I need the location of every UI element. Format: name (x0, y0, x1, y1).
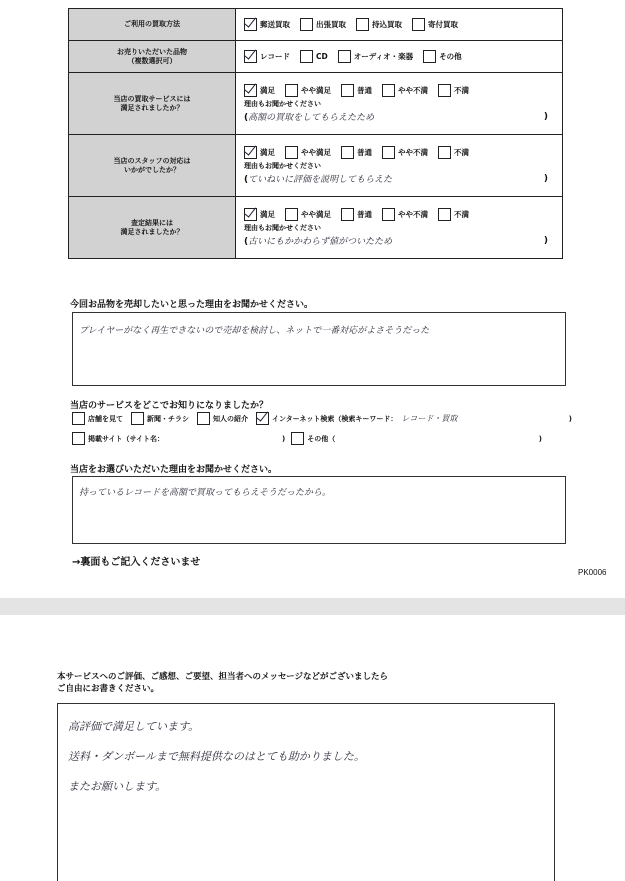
checkbox-neutral[interactable] (341, 146, 354, 159)
reason-label: 理由もお聞かせください (244, 224, 321, 232)
free-comment-text (58, 704, 554, 810)
checkbox-flyer[interactable] (131, 412, 144, 425)
row-options: 満足 やや満足 普通 やや不満 不満 理由もお聞かせください (ていねいに評価を説明してもらえた ) (236, 135, 563, 197)
free-comment-box[interactable] (57, 703, 555, 881)
checkbox-somewhat-dissatisfied[interactable] (382, 208, 395, 221)
how-know-options-row2 (72, 432, 542, 445)
row-staff-satisfaction (69, 135, 563, 197)
option-label: オーディオ・楽器 (353, 52, 414, 61)
free-comment-prompt: 本サービスへのご評価、ご感想、ご要望、担当者へのメッセージなどがございましたら ご自由にお書きください。 (57, 672, 388, 694)
option-label: 掲載サイト（サイト名： (88, 434, 165, 443)
option-label: やや不満 (398, 86, 428, 95)
option-label: 満足 (260, 210, 275, 219)
row-label: お売りいただいた品物 （複数選択可） (69, 41, 236, 73)
option-label: 満足 (260, 86, 275, 95)
checkbox-satisfied[interactable] (244, 146, 257, 159)
option-label: 寄付買取 (428, 20, 458, 29)
row-label: 査定結果には 満足されましたか？ (69, 197, 236, 259)
reason-answer[interactable]: 古いにもかかわらず値がついたため (248, 237, 393, 247)
option-label: CD (316, 52, 328, 61)
reason-label: 理由もお聞かせください (244, 162, 321, 170)
comment-line: 高評価で満足しています。 (68, 720, 200, 733)
checkbox-donation[interactable] (412, 18, 425, 31)
how-know-options-row1 (72, 412, 572, 425)
sell-reason-answer-box[interactable] (72, 312, 566, 386)
back-side-note: →裏面もご記入くださいませ (72, 557, 201, 568)
row-purchase-method (69, 9, 563, 41)
option-label: やや不満 (398, 148, 428, 157)
checkbox-dissatisfied[interactable] (438, 208, 451, 221)
option-label: 不満 (454, 148, 469, 157)
question-how-know-title: 当店のサービスをどこでお知りになりましたか？ (70, 401, 269, 411)
option-label: レコード (260, 52, 290, 61)
option-label: 普通 (357, 86, 372, 95)
checkbox-somewhat-dissatisfied[interactable] (382, 84, 395, 97)
checkbox-somewhat-satisfied[interactable] (285, 84, 298, 97)
choose-reason-answer: 持っているレコードを高額で買取ってもらえそうだったから。 (79, 488, 332, 498)
paren-close: ) (538, 434, 542, 443)
checkbox-bring[interactable] (356, 18, 369, 31)
option-label: 普通 (357, 210, 372, 219)
option-label: インターネット検索（検索キーワード： (272, 414, 398, 423)
paren-close: ) (282, 434, 286, 443)
checkbox-neutral[interactable] (341, 208, 354, 221)
option-label: やや満足 (301, 148, 331, 157)
checkbox-mail[interactable] (244, 18, 257, 31)
option-label: 出張買取 (316, 20, 346, 29)
checkbox-internet[interactable] (256, 412, 269, 425)
option-label: 普通 (357, 148, 372, 157)
row-options (236, 41, 563, 73)
checkbox-other-source[interactable] (291, 432, 304, 445)
reason-answer[interactable]: 高額の買取をしてもらえたため (248, 113, 375, 123)
checkbox-satisfied[interactable] (244, 84, 257, 97)
checkbox-somewhat-dissatisfied[interactable] (382, 146, 395, 159)
row-items (69, 41, 563, 73)
option-label: 新聞・チラシ (147, 414, 189, 423)
checkbox-neutral[interactable] (341, 84, 354, 97)
comment-line: またお願いします。 (68, 780, 167, 793)
checkbox-satisfied[interactable] (244, 208, 257, 221)
option-label: その他 (439, 52, 462, 61)
row-label: ご利用の買取方法 (69, 9, 236, 41)
checkbox-store[interactable] (72, 412, 85, 425)
row-service-satisfaction (69, 73, 563, 135)
option-label: やや満足 (301, 86, 331, 95)
option-label: やや満足 (301, 210, 331, 219)
option-label: やや不満 (398, 210, 428, 219)
question-sell-reason-title: 今回お品物を売却したいと思った理由をお聞かせください。 (70, 300, 314, 310)
checkbox-somewhat-satisfied[interactable] (285, 208, 298, 221)
row-options: 満足 やや満足 普通 やや不満 不満 理由もお聞かせください (高額の買取をしてもらえたため ) (236, 73, 563, 135)
checkbox-dissatisfied[interactable] (438, 146, 451, 159)
row-options: 満足 やや満足 普通 やや不満 不満 理由もお聞かせください (古いにもかかわらず値がついたため ) (236, 197, 563, 259)
checkbox-record[interactable] (244, 50, 257, 63)
row-label: 当店のスタッフの対応は いかがでしたか？ (69, 135, 236, 197)
option-label: 郵送買取 (260, 20, 290, 29)
reason-answer[interactable]: ていねいに評価を説明してもらえた (248, 175, 393, 185)
option-label: 持込買取 (372, 20, 402, 29)
option-label: 店舗を見て (88, 414, 123, 423)
option-label: 満足 (260, 148, 275, 157)
reason-label: 理由もお聞かせください (244, 100, 321, 108)
survey-table (68, 8, 563, 259)
search-keyword-answer[interactable]: レコード・買取 (401, 414, 458, 423)
question-choose-reason-title: 当店をお選びいただいた理由をお聞かせください。 (70, 465, 278, 475)
row-appraisal-satisfaction (69, 197, 563, 259)
checkbox-somewhat-satisfied[interactable] (285, 146, 298, 159)
form-code: PK0006 (578, 568, 607, 577)
row-options (236, 9, 563, 41)
option-label: その他（ (307, 434, 336, 443)
sell-reason-answer: プレイヤーがなく再生できないので売却を検討し、ネットで一番対応がよさそうだった (79, 326, 430, 336)
option-label: 知人の紹介 (213, 414, 248, 423)
checkbox-friend[interactable] (197, 412, 210, 425)
checkbox-visit[interactable] (300, 18, 313, 31)
row-label: 当店の買取サービスには 満足されましたか？ (69, 73, 236, 135)
checkbox-cd[interactable] (300, 50, 313, 63)
checkbox-dissatisfied[interactable] (438, 84, 451, 97)
option-label: 不満 (454, 210, 469, 219)
option-label: 不満 (454, 86, 469, 95)
checkbox-audio[interactable] (338, 50, 351, 63)
checkbox-other[interactable] (423, 50, 436, 63)
choose-reason-answer-box[interactable] (72, 476, 566, 544)
paren-close: ) (568, 414, 572, 423)
comment-line: 送料・ダンボールまで無料提供なのはとても助かりました。 (68, 750, 365, 763)
checkbox-listing-site[interactable] (72, 432, 85, 445)
survey-page-back (0, 615, 625, 881)
